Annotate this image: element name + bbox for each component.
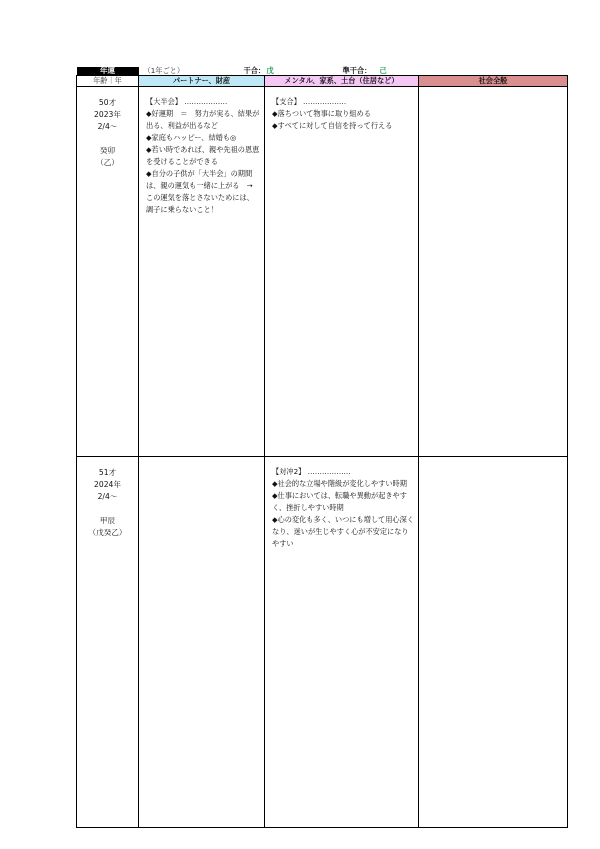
partner-cell xyxy=(139,457,265,828)
date-label: 2/4～ xyxy=(97,122,118,131)
mental-list xyxy=(272,108,414,132)
column-header-row xyxy=(77,76,568,87)
date-label: 2/4～ xyxy=(97,492,118,501)
list-item: ◆好運期 ＝ 努力が実る、結果が出る、利益が出るなど xyxy=(146,109,260,130)
year-label: 2023年 xyxy=(94,110,121,119)
age-cell xyxy=(77,457,139,828)
age-label: 50才 xyxy=(98,98,117,107)
stem-label: 甲辰 xyxy=(99,516,116,525)
kangou-value: 戊 xyxy=(266,66,274,75)
partner-block-title: 【大半会】 ……………… xyxy=(146,97,228,106)
stem-label: 癸卯 xyxy=(99,146,116,155)
kangou-label: 干合： xyxy=(243,66,266,75)
sub-stem-label: （乙） xyxy=(96,158,119,167)
age-label: 51才 xyxy=(98,468,117,477)
list-item: ◆社会的な立場や階級が変化しやすい時期 xyxy=(272,479,407,488)
list-item: ◆家庭もハッピー、結婚も◎ xyxy=(146,133,237,142)
mental-block-title: 【対冲2】 ……………… xyxy=(272,467,351,476)
list-item: ◆若い時であれば、親や先祖の恩恵を受けることができる xyxy=(146,145,260,166)
mental-block-title: 【支合】 ……………… xyxy=(272,97,347,106)
jun-kangou-value: 己 xyxy=(379,66,387,75)
partner-cell xyxy=(139,87,265,457)
partner-list xyxy=(146,108,260,216)
table-row xyxy=(77,87,568,457)
social-cell xyxy=(419,87,568,457)
list-item: ◆すべてに対して自信を持って行える xyxy=(272,121,393,130)
col-header-mental: メンタル、家系、土台（住居など） xyxy=(265,76,419,87)
table-row xyxy=(77,457,568,828)
period-unit: （1年ごと） xyxy=(143,66,185,75)
list-item: ◆仕事においては、転職や異動が起きやすく、挫折しやすい時期 xyxy=(272,491,407,512)
col-header-partner: パートナー、財産 xyxy=(139,76,265,87)
social-cell xyxy=(419,457,568,828)
list-item: ◆心の変化も多く、いつにも増して用心深くなり、迷いが生じやすく心が不安定になりやすい xyxy=(272,515,414,548)
list-item: ◆自分の子供が「大半会」の期間は、親の運気も一緒に上がる → この運気を落とさないためには、調子に乗らないこと！ xyxy=(146,169,260,214)
age-cell xyxy=(77,87,139,457)
col-header-social: 社会全般 xyxy=(419,76,568,87)
kangou-info xyxy=(139,67,419,76)
title-row xyxy=(77,67,568,76)
title-row-spacer xyxy=(419,67,568,76)
col-header-age: 年齢｜年 xyxy=(77,76,139,87)
jun-kangou-label: 準干合： xyxy=(342,66,372,75)
year-label: 2024年 xyxy=(94,480,121,489)
mental-cell xyxy=(265,457,419,828)
list-item: ◆落ちついて物事に取り組める xyxy=(272,109,371,118)
sheet-title: 年運 xyxy=(77,67,139,76)
sub-stem-label: （戊癸乙） xyxy=(88,528,127,537)
annual-fortune-table xyxy=(76,67,568,828)
mental-cell xyxy=(265,87,419,457)
mental-list xyxy=(272,478,414,550)
